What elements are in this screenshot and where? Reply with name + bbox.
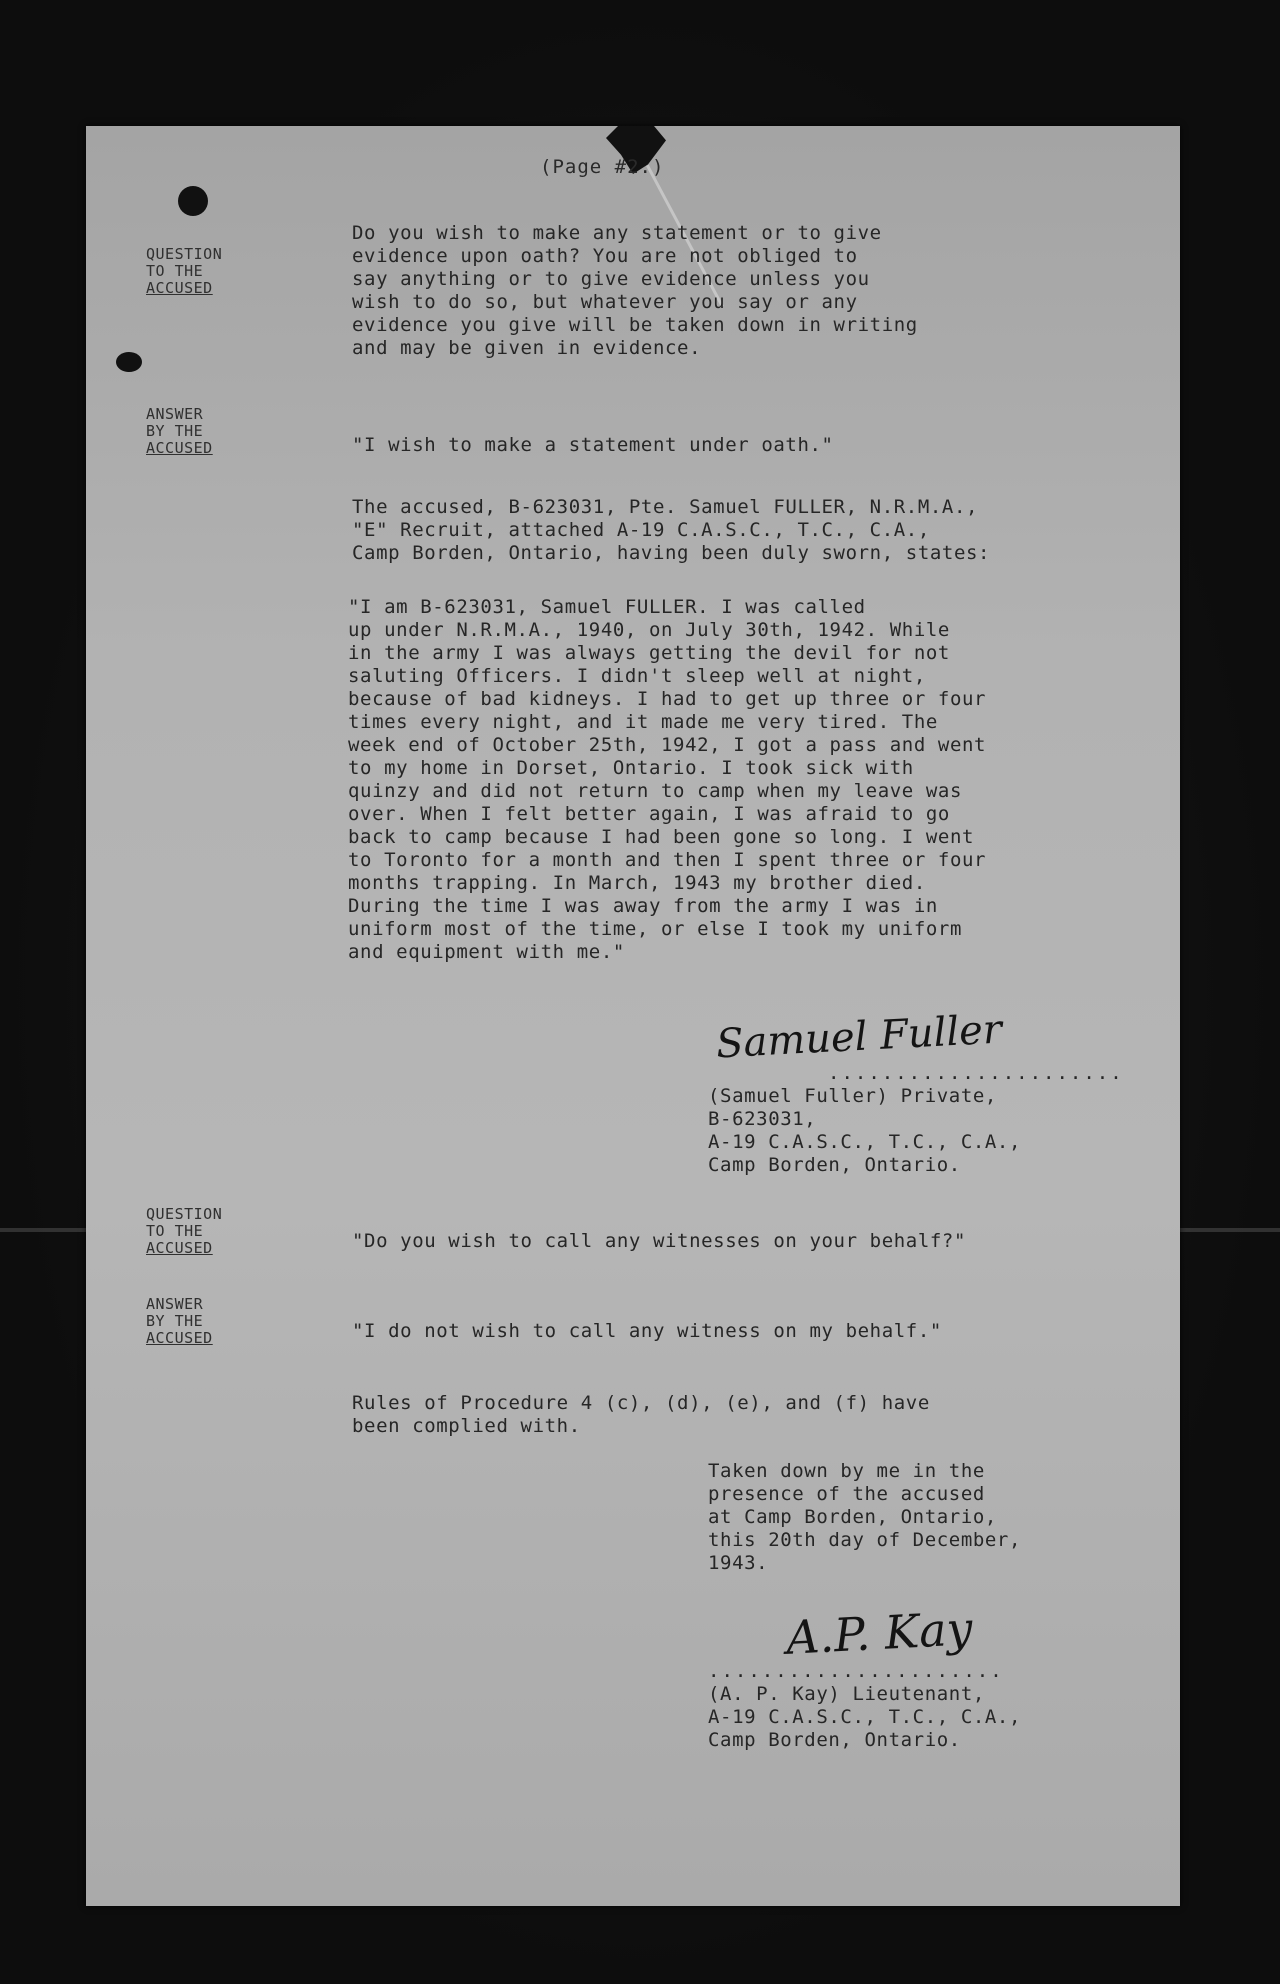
signer-line: Camp Borden, Ontario. bbox=[708, 1154, 961, 1176]
question-label bbox=[146, 246, 276, 297]
label-line: QUESTION bbox=[146, 1205, 223, 1223]
label-line: ACCUSED bbox=[146, 1329, 213, 1347]
label-line: ACCUSED bbox=[146, 1239, 213, 1257]
ink-blot bbox=[178, 186, 208, 216]
signature-block bbox=[708, 1660, 1128, 1752]
taken-down-block bbox=[708, 1460, 1128, 1575]
taken-down-line: 1943. bbox=[708, 1552, 769, 1574]
signer-line: B-623031, bbox=[708, 1108, 817, 1130]
answer-label bbox=[146, 406, 276, 457]
signer-line: A-19 C.A.S.C., T.C., C.A., bbox=[708, 1706, 1022, 1728]
signer-line: (Samuel Fuller) Private, bbox=[708, 1085, 997, 1107]
signature-line: ...................... bbox=[708, 1660, 1004, 1682]
label-line: ACCUSED bbox=[146, 439, 213, 457]
taken-down-line: at Camp Borden, Ontario, bbox=[708, 1506, 997, 1528]
signature-samuel-fuller: Samuel Fuller bbox=[714, 1006, 1004, 1068]
taken-down-line: presence of the accused bbox=[708, 1483, 985, 1505]
answer-label bbox=[146, 1296, 276, 1347]
ink-blot bbox=[116, 352, 142, 372]
question-text: Do you wish to make any statement or to give evidence upon oath? You are not obliged to say anything or to give evidence unless you wish to do so, but whatever you say or any evidence you give will be taken down in writing and may be given in evidence. bbox=[352, 222, 918, 359]
answer-text: "I do not wish to call any witness on my behalf." bbox=[352, 1320, 942, 1342]
sworn-intro: The accused, B-623031, Pte. Samuel FULLER, N.R.M.A., "E" Recruit, attached A-19 C.A.S.C., T.C., C.A., Camp Borden, Ontario, having been duly sworn, states: bbox=[352, 496, 991, 564]
document-page bbox=[86, 126, 1180, 1906]
label-line: TO THE bbox=[146, 262, 204, 280]
label-line: ANSWER bbox=[146, 1295, 204, 1313]
taken-down-line: this 20th day of December, bbox=[708, 1529, 1022, 1551]
signature-ap-kay: A.P. Kay bbox=[784, 1601, 974, 1665]
label-line: BY THE bbox=[146, 422, 204, 440]
label-line: ACCUSED bbox=[146, 279, 213, 297]
signer-line: (A. P. Kay) Lieutenant, bbox=[708, 1683, 985, 1705]
question-label bbox=[146, 1206, 276, 1257]
signer-line: A-19 C.A.S.C., T.C., C.A., bbox=[708, 1131, 1022, 1153]
rules-text: Rules of Procedure 4 (c), (d), (e), and (f) have been complied with. bbox=[352, 1392, 930, 1437]
label-line: TO THE bbox=[146, 1222, 204, 1240]
page-number: (Page #2.) bbox=[540, 156, 665, 178]
answer-text: "I wish to make a statement under oath." bbox=[352, 434, 834, 456]
signature-line: ...................... bbox=[828, 1062, 1124, 1084]
question-text: "Do you wish to call any witnesses on your behalf?" bbox=[352, 1230, 966, 1252]
label-line: ANSWER bbox=[146, 405, 204, 423]
label-line: QUESTION bbox=[146, 245, 223, 263]
signer-line: Camp Borden, Ontario. bbox=[708, 1729, 961, 1751]
signature-block bbox=[708, 1062, 1128, 1177]
label-line: BY THE bbox=[146, 1312, 204, 1330]
statement-text: "I am B-623031, Samuel FULLER. I was called up under N.R.M.A., 1940, on July 30th, 1942. While in the army I was always getting the devil for not saluting Officers. I didn't sleep well at night, because of bad kidneys. I had to get up three or four times every night, and it made me very tired. The week end of October 25th, 1942, I got a pass and went to my home in Dorset, Ontario. I took sick with quinzy and did not return to camp when my leave was over. When I felt better again, I was afraid to go back to camp because I had been gone so long. I went to Toronto for a month and then I spent three or four months trapping. In March, 1943 my brother died. During the time I was away from the army I was in uniform most of the time, or else I took my uniform and equipment with me." bbox=[348, 596, 987, 963]
taken-down-line: Taken down by me in the bbox=[708, 1460, 985, 1482]
